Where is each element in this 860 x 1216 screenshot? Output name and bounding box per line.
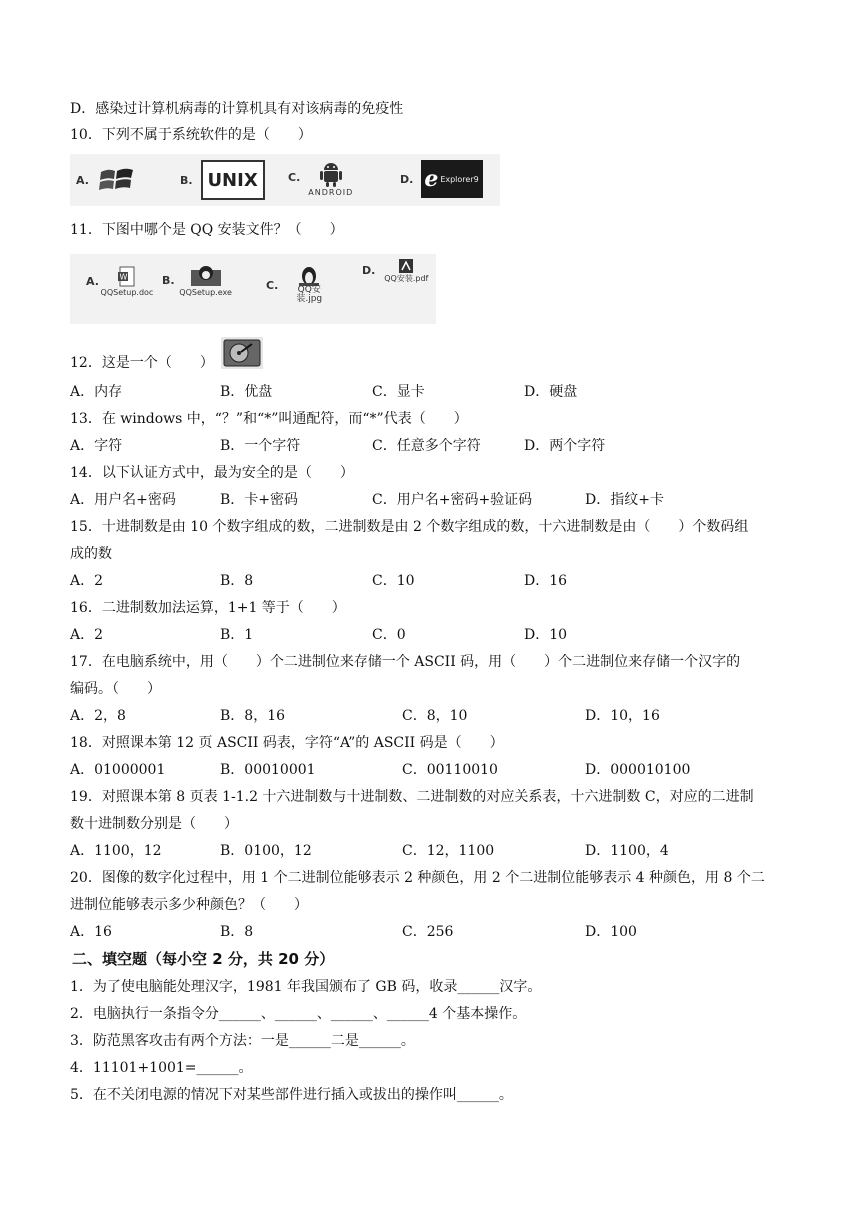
q17-stem-line2: 编码。（ ）	[70, 681, 161, 697]
q14-option-d: D．指纹+卡	[585, 492, 664, 508]
q11-option-d	[362, 258, 429, 283]
unix-logo-icon: UNIX	[201, 160, 265, 200]
q18-option-c: C．00110010	[402, 762, 498, 778]
q19-option-d: D．1100，4	[585, 843, 669, 859]
q18-option-b: B．00010001	[220, 762, 316, 778]
q14-option-b: B．卡+密码	[220, 492, 299, 508]
q11-option-d-letter: D.	[362, 264, 376, 277]
fill-blank-item-2: 2．电脑执行一条指令分______、______、______、______4 个基本操作。	[70, 1006, 527, 1022]
q10-option-a	[76, 164, 137, 196]
q12-stem: 12．这是一个（ ）	[70, 355, 214, 371]
q10-option-b-letter: B.	[180, 173, 193, 187]
q11-option-a-letter: A.	[86, 275, 99, 288]
q12-option-a: A．内存	[70, 384, 123, 400]
q15-option-d: D．16	[524, 573, 568, 589]
q19-stem-line2: 数十进制数分别是（ ）	[70, 816, 238, 832]
q15-option-a: A．2	[70, 573, 104, 589]
q17-option-d: D．10，16	[585, 708, 660, 724]
q12-option-c: C．显卡	[372, 384, 425, 400]
qq-setup-exe-icon	[179, 264, 232, 297]
q10-option-c-letter: C.	[288, 171, 301, 184]
q13-option-a: A．字符	[70, 438, 123, 454]
fill-blank-item-3: 3．防范黑客攻击有两个方法：一是______二是______。	[70, 1033, 415, 1049]
qq-penguin-box-icon	[189, 264, 223, 288]
qq-jpg-image-icon	[286, 266, 332, 304]
q18-option-a: A．01000001	[70, 762, 166, 778]
q13-option-b: B．一个字符	[220, 438, 301, 454]
section-2-heading: 二、填空题（每小空 2 分，共 20 分）	[72, 950, 335, 968]
q13-stem: 13．在 windows 中，“？”和“*”叫通配符，而“*”代表（ ）	[70, 411, 468, 427]
q10-option-d-letter: D.	[400, 172, 414, 186]
q11-option-c-letter: C.	[266, 278, 279, 292]
q19-option-b: B．0100，12	[220, 843, 312, 859]
q18-option-d: D．000010100	[585, 762, 691, 778]
q18-stem: 18．对照课本第 12 页 ASCII 码表，字符“A”的 ASCII 码是（ ）	[70, 735, 504, 751]
qq-penguin-icon	[296, 266, 322, 286]
q19-stem-line1: 19．对照课本第 8 页表 1-1.2 十六进制数与十进制数、二进制数的对应关系表，十六进制数 C，对应的二进制	[70, 789, 754, 805]
q10-option-d	[400, 160, 483, 198]
q20-option-a: A．16	[70, 924, 112, 940]
fill-blank-item-4: 4．11101+1001=______。	[70, 1060, 253, 1076]
q16-stem: 16．二进制数加法运算，1+1 等于（ ）	[70, 600, 346, 616]
q10-option-b	[180, 160, 265, 200]
q13-option-d: D．两个字符	[524, 438, 606, 454]
fill-blank-item-5: 5．在不关闭电源的情况下对某些部件进行插入或拔出的操作叫______。	[70, 1087, 513, 1103]
q16-option-b: B．1	[220, 627, 254, 643]
q15-stem-line2: 成的数	[70, 546, 112, 562]
q11-option-a	[86, 266, 154, 297]
q17-option-a: A．2，8	[70, 708, 126, 724]
q11-option-b-letter: B.	[162, 274, 175, 287]
pdf-file-icon	[383, 258, 429, 283]
q16-option-d: D．10	[524, 627, 568, 643]
q20-stem-line2: 进制位能够表示多少种颜色？（ ）	[70, 897, 308, 913]
q16-option-a: A．2	[70, 627, 104, 643]
fill-blank-item-1: 1．为了使电脑能处理汉字，1981 年我国颁布了 GB 码，收录______汉字。	[70, 979, 542, 995]
q11-option-c	[266, 266, 332, 304]
q12-option-b: B．优盘	[220, 384, 273, 400]
ie-version-text: Explorer9	[440, 174, 479, 184]
q20-stem-line1: 20．图像的数字化过程中，用 1 个二进制位能够表示 2 种颜色，用 2 个二进制位能够表示 4 种颜色，用 8 个二	[70, 870, 765, 886]
q14-option-a: A．用户名+密码	[70, 492, 176, 508]
q12-option-d: D．硬盘	[524, 384, 578, 400]
q17-stem-line1: 17．在电脑系统中，用（ ）个二进制位来存储一个 ASCII 码，用（ ）个二进制位来存储一个汉字的	[70, 654, 741, 670]
q19-option-c: C．12，1100	[402, 843, 495, 859]
q14-option-c: C．用户名+密码+验证码	[372, 492, 533, 508]
q20-option-b: B．8	[220, 924, 254, 940]
q11-option-c-filename: QQ安装.jpg	[296, 285, 323, 304]
q9-option-d: D．感染过计算机病毒的计算机具有对该病毒的免疫性	[70, 101, 404, 117]
q20-option-d: D．100	[585, 924, 637, 940]
word-doc-glyph-icon	[117, 266, 137, 288]
android-logo-text: ANDROID	[308, 188, 354, 197]
acrobat-glyph-icon	[398, 258, 414, 274]
q11-option-b	[162, 264, 232, 297]
q15-option-c: C．10	[372, 573, 415, 589]
q15-stem-line1: 15．十进制数是由 10 个数字组成的数，二进制数是由 2 个数字组成的数，十六进制数是由（ ）个数码组	[70, 519, 749, 535]
q16-option-c: C．0	[372, 627, 406, 643]
q11-option-d-filename: QQ安装.pdf	[384, 274, 429, 283]
android-robot-icon	[316, 158, 346, 188]
q17-option-c: C．8，10	[402, 708, 468, 724]
q14-stem: 14．以下认证方式中，最为安全的是（ ）	[70, 465, 354, 481]
ie-e-glyph-icon: e	[424, 166, 439, 192]
q13-option-c: C．任意多个字符	[372, 438, 481, 454]
word-document-file-icon	[100, 266, 154, 297]
q17-option-b: B．8，16	[220, 708, 286, 724]
q15-option-b: B．8	[220, 573, 254, 589]
q19-option-a: A．1100，12	[70, 843, 162, 859]
q10-option-c	[288, 158, 353, 197]
svg-text:W: W	[119, 272, 128, 282]
q11-stem: 11．下图中哪个是 QQ 安装文件？（ ）	[70, 222, 344, 238]
android-logo-icon	[308, 158, 353, 197]
windows-logo-icon	[97, 164, 137, 196]
internet-explorer-logo-icon	[421, 160, 483, 198]
hard-disk-icon	[221, 337, 263, 369]
q11-option-a-filename: QQSetup.doc	[100, 288, 154, 297]
q10-image-options	[70, 154, 500, 206]
q11-image-options	[70, 254, 436, 324]
q11-option-b-filename: QQSetup.exe	[179, 288, 232, 297]
q10-stem: 10．下列不属于系统软件的是（ ）	[70, 127, 312, 143]
q10-option-a-letter: A.	[76, 173, 89, 187]
q20-option-c: C．256	[402, 924, 454, 940]
